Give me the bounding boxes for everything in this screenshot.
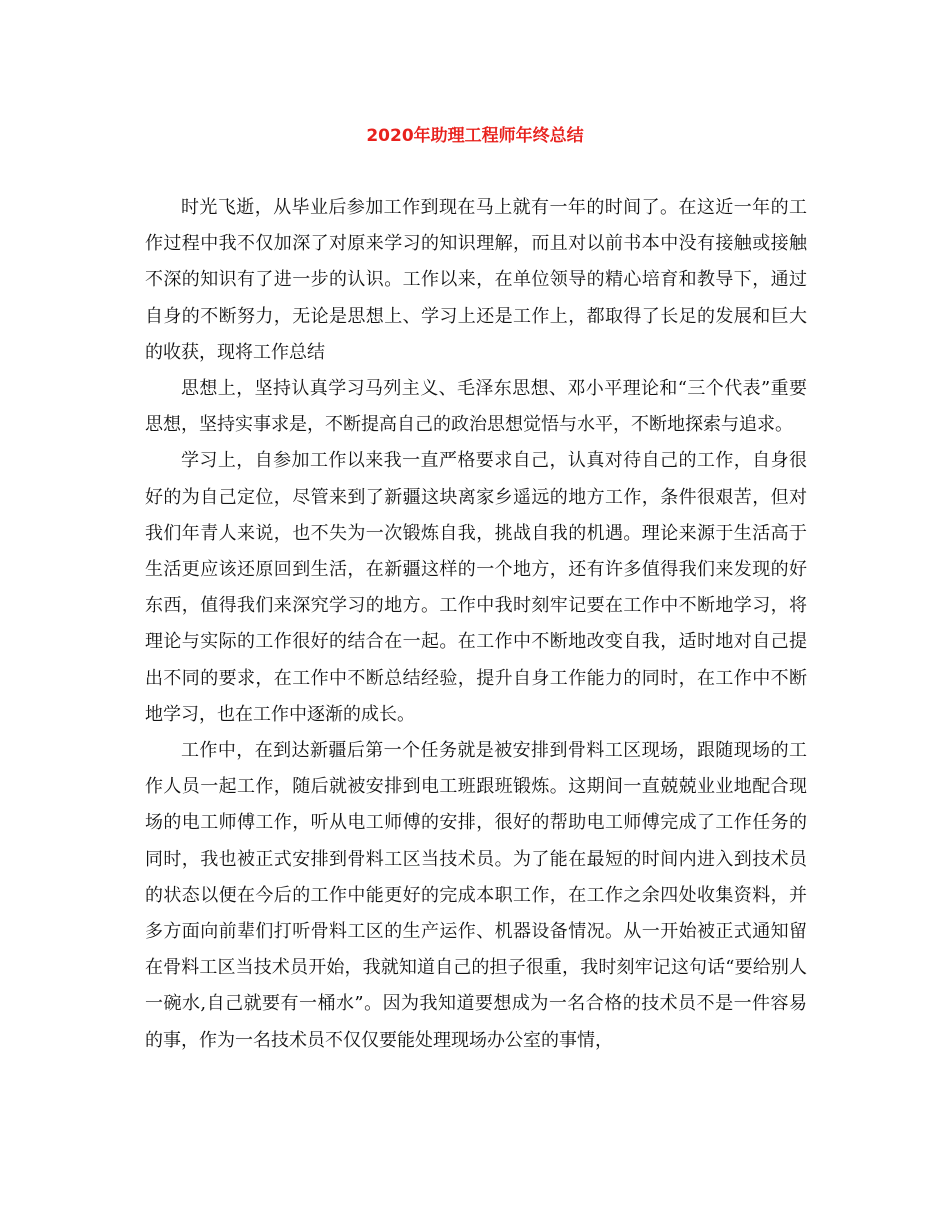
document-body (145, 190, 807, 1059)
paragraph-study: 学习上，自参加工作以来我一直严格要求自己，认真对待自己的工作，自身很好的为自己定位，尽管来到了新疆这块离家乡遥远的地方工作，条件很艰苦，但对我们年青人来说，也不失为一次锻炼自我，挑战自我的机遇。理论来源于生活高于生活更应该还原回到生活，在新疆这样的一个地方，还有许多值得我们来发现的好东西，值得我们来深究学习的地方。工作中我时刻牢记要在工作中不断地学习，将理论与实际的工作很好的结合在一起。在工作中不断地改变自我，适时地对自己提出不同的要求，在工作中不断总结经验，提升自身工作能力的同时，在工作中不断地学习，也在工作中逐渐的成长。 (145, 450, 807, 725)
document-title: 2020年助理工程师年终总结 (366, 126, 584, 146)
paragraph-intro: 时光飞逝，从毕业后参加工作到现在马上就有一年的时间了。在这近一年的工作过程中我不仅加深了对原来学习的知识理解，而且对以前书本中没有接触或接触不深的知识有了进一步的认识。工作以来，在单位领导的精心培育和教导下，通过自身的不断努力，无论是思想上、学习上还是工作上，都取得了长足的发展和巨大的收获，现将工作总结 (145, 197, 807, 363)
paragraph-work: 工作中，在到达新疆后第一个任务就是被安排到骨料工区现场，跟随现场的工作人员一起工作，随后就被安排到电工班跟班锻炼。这期间一直兢兢业业地配合现场的电工师傅工作，听从电工师傅的安排，很好的帮助电工师傅完成了工作任务的同时，我也被正式安排到骨料工区当技术员。为了能在最短的时间内进入到技术员的状态以便在今后的工作中能更好的完成本职工作，在工作之余四处收集资料，并多方面向前辈们打听骨料工区的生产运作、机器设备情况。从一开始被正式通知留在骨料工区当技术员开始，我就知道自己的担子很重，我时刻牢记这句话“要给别人一碗水,自己就要有一桶水”。因为我知道要想成为一名合格的技术员不是一件容易的事，作为一名技术员不仅仅要能处理现场办公室的事情， (145, 740, 807, 1051)
paragraph-thought: 思想上，坚持认真学习马列主义、毛泽东思想、邓小平理论和“三个代表”重要思想，坚持实事求是，不断提高自己的政治思想觉悟与水平，不断地探索与追求。 (145, 378, 807, 436)
